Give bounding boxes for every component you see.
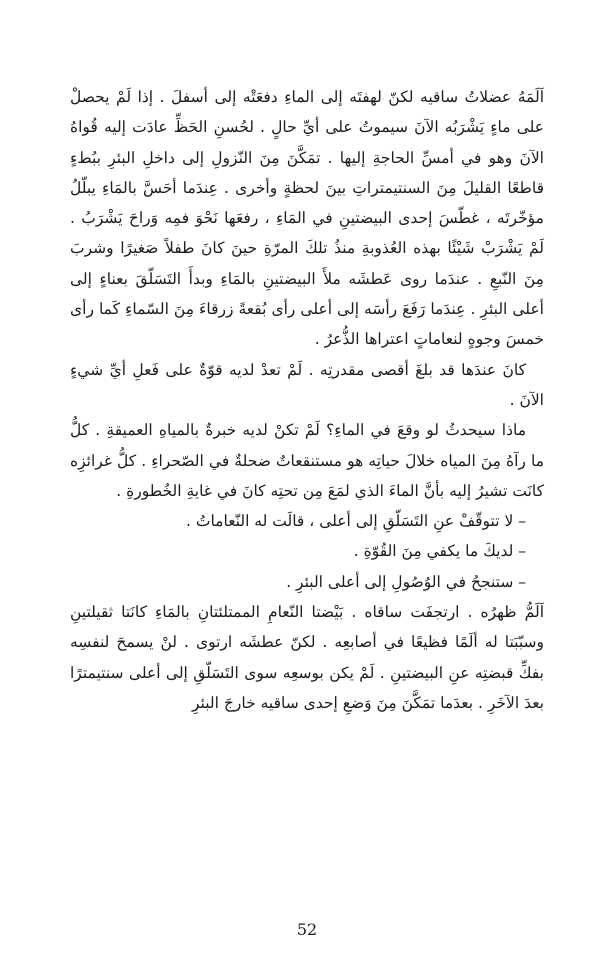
- dialogue-line-1: – لا تتوقّفْ عنِ التَسَلّقِ إلى أعلى ، قالَت له النّعاماتُ .: [186, 512, 526, 531]
- paragraph-closing: اَلَمُّ ظهرُه . ارتجفَت ساقاه . بَيْضتا النّعامِ الممتلئتانِ بالمَاءِ كانَتا ثقيلتينِ وسبّبَتا له ألَمًا فظيعًا في أصابعِه . لكنّ عطشَه ارتوى . لنْ يسمحَ لنفسِه بفكِّ قبضتِه عنِ البيضتينِ . لَمْ يكن بوسعِه سوى التَسَلّقِ إلى أعلى سنتيمترًا بعدَ الآخَرِ . بعدَما تمَكَّنَ مِنَ وَضعِ إحدى ساقيه خارجَ البئرِ: [70, 603, 544, 712]
- paragraph-2: كانَ عندَها قد بلغَ أقصى مقدرتِه . لَمْ تعدْ لديه قوّةٌ على فَعلِ أيِّ شيءٍ الآنَ .: [70, 360, 544, 409]
- page-number: 52: [296, 920, 318, 939]
- paragraph-3: ماذا سيحدثُ لو وقعَ في الماءِ؟ لَمْ تكنْ لديه خبرةٌ بالمياهِ العميقةِ . كلُّ ما رآهُ مِنَ المياه خلالَ حياتِه هو مستنقعاتٌ ضحلةٌ في الصّحراءِ . كلُّ غرائزِه كانَت تشيرُ إليه بأنَّ الماءَ الذي لمَعَ مِن تحتِه كانَ في غايةِ الخُطورةِ .: [70, 421, 544, 500]
- dialogue-line-3: – ستنجحُ في الوُصُولِ إلى أعلى البئرِ .: [286, 572, 526, 591]
- dialogue-line-2: – لديكَ ما يكفي مِنَ القُوّةِ .: [353, 542, 526, 561]
- body-text: [70, 82, 544, 718]
- paragraph-1: اَلَمَهُ عضلاتُ ساقيه لكنّ لهفتَه إلى الماءِ دفعَتْه إلى أسفلَ . إذا لَمْ يحصلْ على ماءٍ يَشْرَبُه الآنَ سيموتُ على أيِّ حالٍ . لحُسنِ الحَظِّ عادَت إليه قُواهُ الآنَ وهو في أمسِّ الحاجةِ إليها . تمَكَّنَ مِنَ النّزولِ إلى داخلِ البئرِ ببُطءٍ قاطعًا القليلَ مِنَ السنتيمتراتِ بينَ لحظةٍ وأخرى . عِندَما أحَسَّ بالمَاءِ يبلّلُ مؤخّرتَه ، غطّسَ إحدى البيضتينِ في المَاءِ ، رفعَها نَحْوَ فمِه وَراحَ يَشْرَبُ . لَمْ يَشْرَبْ شَيْئًا بهذه العُذوبةِ منذُ تلكَ المرّةِ حينَ كانَ طفلاً صَغيرًا وشربَ مِنَ النّبعِ . عندَما روى عَطشَه ملأَ البيضتينِ بالمَاءِ وبدأَ التَسَلّقَ بعناءٍ إلى أعلى البئرِ . عِندَما رَفَعَ رأسَه إلى أعلى رأى بُقعةً زرقاءَ مِنَ السّماءِ كَما رأى خمسَ وجوهٍ لنعاماتٍ اعتراها الذُّعرُ .: [70, 88, 544, 349]
